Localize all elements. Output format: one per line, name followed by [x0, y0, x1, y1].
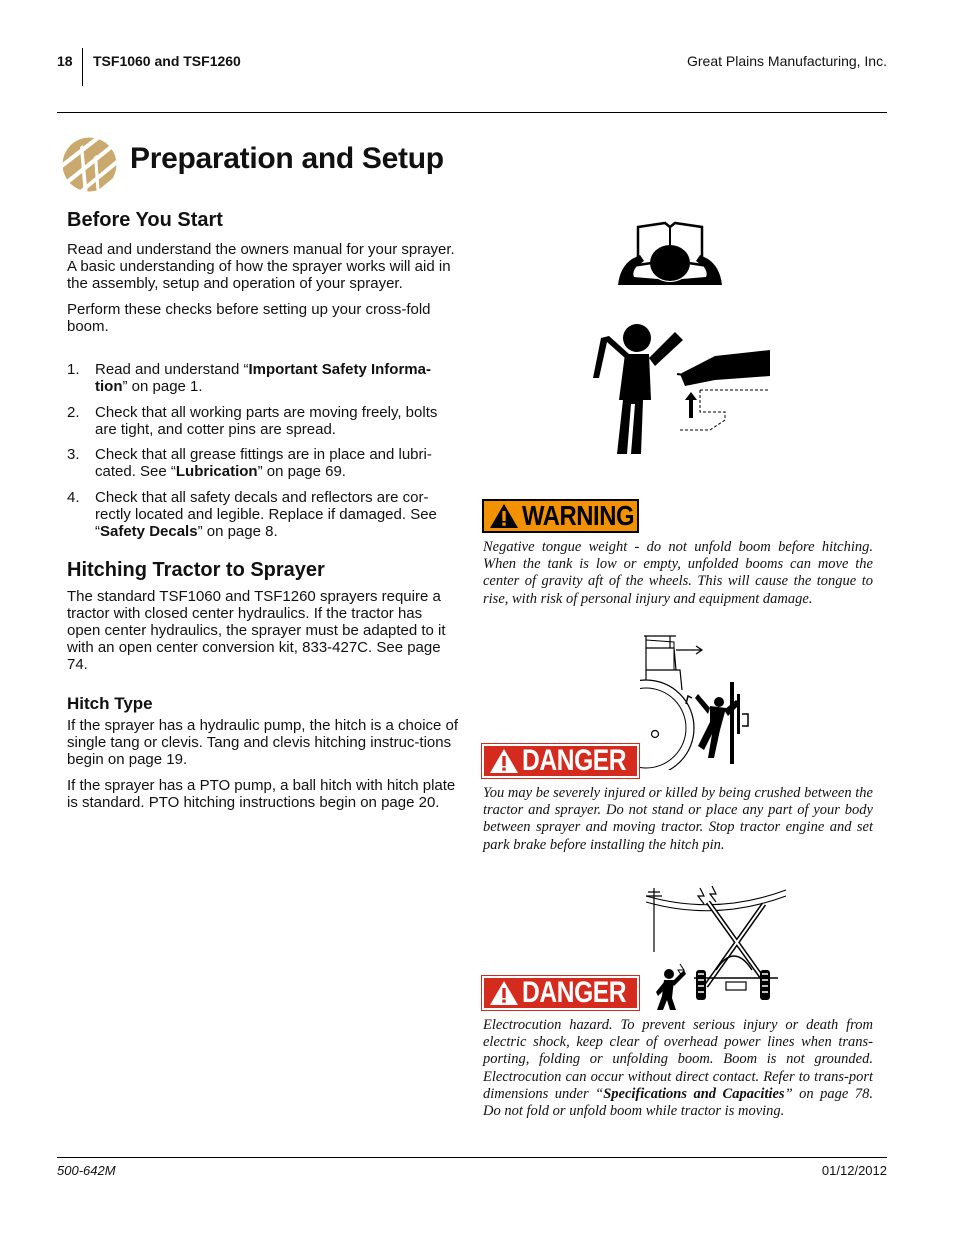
read-manual-icon: [610, 215, 730, 295]
list-text: ” on page 1.: [122, 378, 203, 395]
list-item: [67, 404, 459, 438]
xref-link[interactable]: Lubrication: [175, 463, 258, 480]
hitching-section: [67, 558, 459, 673]
list-item: [67, 489, 459, 540]
danger-triangle-icon: [489, 748, 519, 774]
paragraph: If the sprayer has a PTO pump, a ball hitch with hitch plate is standard. PTO hitching instructions begin on page 20.: [67, 777, 456, 811]
header-company: Great Plains Manufacturing, Inc.: [687, 53, 887, 69]
tongue-rise-hazard-icon: [585, 318, 775, 458]
warning-label: WARNING: [522, 500, 635, 531]
checklist: [67, 361, 459, 541]
header-rule: [57, 112, 887, 113]
list-text: ” on page 8.: [197, 523, 278, 540]
page-number: 18: [57, 53, 73, 69]
list-text: Read and understand “: [95, 361, 249, 378]
list-number: 4.: [67, 489, 80, 506]
paragraph: Read and understand the owners manual for your sprayer. A basic understanding of how the sprayer works will aid in the assembly, setup and operation of your sprayer.: [67, 241, 455, 292]
section-heading: Hitching Tractor to Sprayer: [67, 559, 325, 581]
section-heading: Before You Start: [67, 209, 223, 231]
warning-message: Negative tongue weight - do not unfold boom before hitching. When the tank is low or empty, unfolded booms can move the center of gravity aft of the wheels. This will cause the tongue to rise, with risk of personal injury and equipment damage.: [483, 539, 873, 607]
danger-electrocution-message: [483, 1017, 873, 1120]
header-model: TSF1060 and TSF1260: [93, 53, 241, 69]
list-text: Check that all safety decals and reflectors are cor-rectly located and legible. Replace if damaged. See “: [95, 489, 437, 540]
list-text: Check that all grease fittings are in place and lubri-cated. See “: [95, 446, 432, 480]
electrocution-hazard-icon: [636, 882, 796, 1010]
xref-link[interactable]: Safety Decals: [100, 523, 198, 540]
xref-link[interactable]: Specifications and Capacities: [603, 1085, 785, 1102]
warning-sign: [482, 499, 639, 533]
footer-rule: [57, 1157, 887, 1158]
list-text: Check that all working parts are moving freely, bolts are tight, and cotter pins are spread.: [95, 404, 438, 438]
danger-triangle-icon: [489, 980, 519, 1006]
danger-sign-crush: [482, 744, 639, 778]
list-number: 1.: [67, 361, 80, 378]
page-title: Preparation and Setup: [130, 142, 444, 175]
wheat-stalks-icon: [62, 137, 117, 192]
danger-crush-message: You may be severely injured or killed by being crushed between the tractor and sprayer. Do not stand or place any part of your body between sprayer and moving tractor. Stop tractor engine and set park brake before installing the hitch pin.: [483, 785, 873, 853]
list-number: 2.: [67, 404, 80, 421]
list-number: 3.: [67, 446, 80, 463]
warning-triangle-icon: [489, 503, 519, 529]
paragraph: The standard TSF1060 and TSF1260 sprayers require a tractor with closed center hydraulics. If the tractor has open center hydraulics, the sprayer must be adapted to it with an open center conversion kit, 833-427C. See page 74.: [67, 588, 446, 673]
doc-date: 01/12/2012: [821, 1163, 887, 1178]
danger-label: DANGER: [522, 976, 627, 1009]
message-text: ” on page 78. Do not fold or unfold boom while tractor is moving.: [483, 1085, 873, 1120]
list-item: [67, 446, 459, 480]
danger-sign-electrocution: [482, 976, 639, 1010]
crush-hazard-icon: [640, 630, 760, 770]
danger-label: DANGER: [522, 744, 627, 777]
doc-number: 500-642M: [57, 1163, 116, 1178]
subsection-heading: Hitch Type: [67, 694, 153, 713]
paragraph: Perform these checks before setting up your cross-fold boom.: [67, 301, 431, 335]
header-divider: [82, 48, 83, 86]
paragraph: If the sprayer has a hydraulic pump, the hitch is a choice of single tang or clevis. Tang and clevis hitching instruc-tions begin on page 19.: [67, 717, 459, 768]
xref-link[interactable]: Important Safety Informa-tion: [95, 361, 431, 395]
hitch-type-section: [67, 694, 459, 811]
before-you-start-section: [67, 208, 459, 335]
message-text: Electrocution hazard. To prevent serious injury or death from electric shock, keep clear of overhead power lines when trans-porting, folding or unfolding boom. Boom is not grounded. Electrocution can occur without direct contact. Refer to trans-port dimensions under “: [483, 1017, 873, 1102]
list-text: ” on page 69.: [257, 463, 346, 480]
list-item: [67, 361, 459, 395]
